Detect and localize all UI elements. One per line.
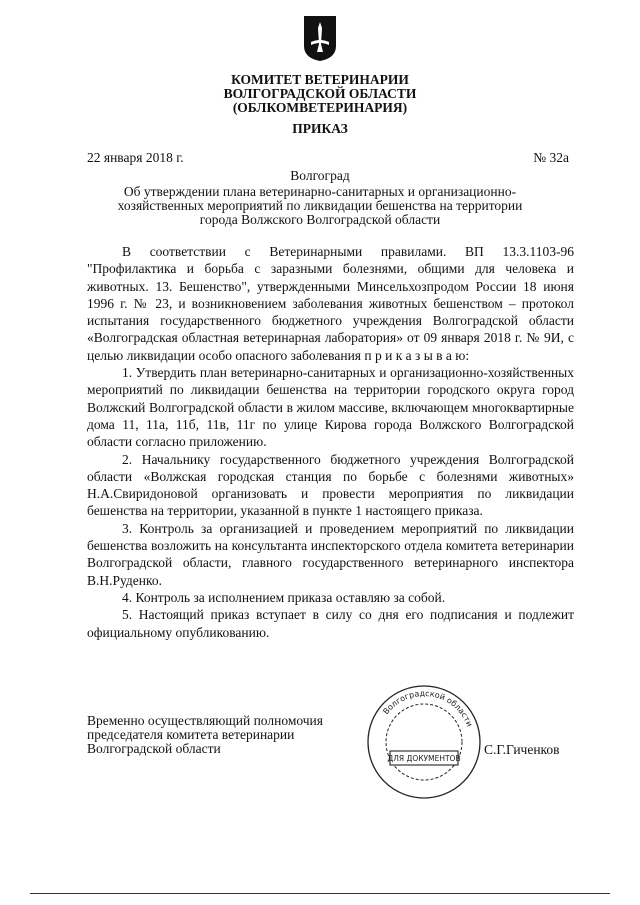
stamp-center-text: ДЛЯ ДОКУМЕНТОВ	[387, 754, 461, 763]
bottom-rule	[30, 893, 610, 894]
item-5: 5. Настоящий приказ вступает в силу со дня его подписания и подлежит официальному опубликованию.	[87, 607, 574, 640]
stamp-ring-text: Волгоградской области	[381, 688, 475, 728]
doc-date: 22 января 2018 г.	[87, 150, 184, 165]
signatory-name: С.Г.Гиченков	[484, 742, 560, 757]
document-body	[87, 243, 574, 641]
signatory-line2: председателя комитета ветеринарии	[87, 727, 295, 742]
org-name-line2: ВОЛГОГРАДСКОЙ ОБЛАСТИ	[223, 86, 417, 101]
doc-number: № 32а	[533, 150, 569, 165]
org-name-line1: КОМИТЕТ ВЕТЕРИНАРИИ	[231, 72, 409, 87]
subject-line2: хозяйственных мероприятий по ликвидации бешенства на территории	[117, 198, 523, 213]
doc-type: ПРИКАЗ	[292, 121, 348, 136]
subject-line3: города Волжского Волгоградской области	[199, 212, 441, 227]
item-1: 1. Утвердить план ветеринарно-санитарных и организационно-хозяйственных мероприятий по ликвидации бешенства на территории городского округа город Волжский Волгоградской области в жилом массиве, включающем многоквартирные дома 11, 11а, 11б, 11в, 11г по улице Кирова города Волжского Волгоградской области согласно приложению.	[87, 365, 574, 450]
coat-of-arms-icon	[302, 14, 338, 62]
official-stamp	[364, 682, 484, 802]
item-4: 4. Контроль за исполнением приказа оставляю за собой.	[122, 589, 446, 605]
subject-line1: Об утверждении плана ветеринарно-санитарных и организационно-	[123, 184, 517, 199]
item-3: 3. Контроль за организацией и проведением мероприятий по ликвидации бешенства возложить на консультанта инспекторского отдела комитета ветеринарии Волгоградской области, главного государственного ветеринарного инспектора В.Н.Руденко.	[87, 520, 574, 588]
signatory-line3: Волгоградской области	[87, 741, 221, 756]
signatory-title	[87, 714, 323, 756]
item-2: 2. Начальнику государственного бюджетного учреждения Волгоградской области «Волжская городская станция по борьбе с болезнями животных» Н.А.Свиридоновой организовать и провести мероприятия по ликвидации бешенства на территории, указанной в пункте 1 настоящего приказа.	[87, 451, 574, 519]
preamble: В соответствии с Ветеринарными правилами. ВП 13.3.1103-96 "Профилактика и борьба с заразными болезнями, общими для человека и животных. 13. Бешенство", утвержденными Минсельхозпродом России 18 июня 1996 г. № 23, и возникновением заболевания животных бешенством – протокол испытания государственного бюджетного учреждения Волгоградской области «Волгоградская областная ветеринарная лаборатория» от 09 января 2018 г. № 9И, с целью ликвидации особо опасного заболевания п р и к а з ы в а ю:	[87, 244, 574, 363]
signatory-line1: Временно осуществляющий полномочия	[87, 713, 323, 728]
doc-city: Волгоград	[290, 168, 350, 183]
org-name-line3: (ОБЛКОМВЕТЕРИНАРИЯ)	[232, 100, 408, 115]
